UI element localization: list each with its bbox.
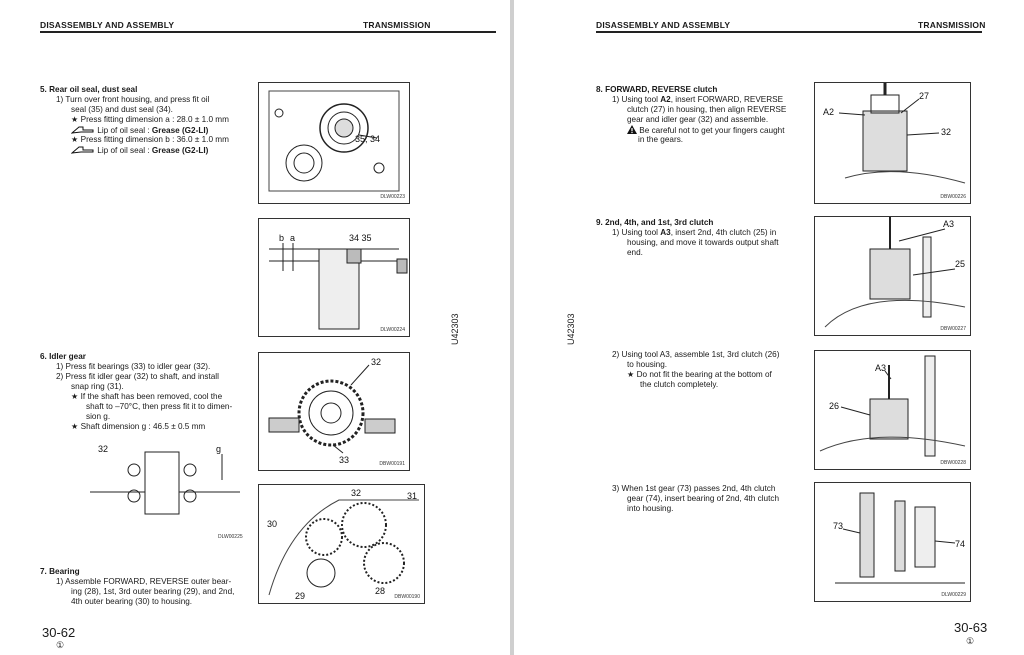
step-8-line: clutch (27) in housing, then align REVERSE — [627, 105, 787, 114]
grease-gun-icon — [71, 125, 95, 134]
figure-shaft-dimension — [90, 440, 243, 540]
step-5-line — [71, 145, 208, 156]
right-header-rule — [596, 31, 982, 33]
step-6-line: 2) Press fit idler gear (32) to shaft, and install — [56, 372, 219, 381]
revision-mark: ① — [56, 640, 65, 650]
step-8-line — [612, 95, 783, 105]
figure-code: DBW00191 — [379, 461, 405, 467]
step-7-line: 4th outer bearing (30) to housing. — [71, 597, 193, 606]
figure-label: A3 — [875, 363, 887, 373]
step-9-line — [612, 228, 776, 238]
figure-outer-bearings — [258, 484, 425, 604]
figure-label: 34 35 — [349, 233, 372, 243]
warning-icon — [627, 125, 637, 134]
step-6-line: 1) Press fit bearings (33) to idler gear (32). — [56, 362, 211, 371]
step-6-line: ★ If the shaft has been removed, cool the — [71, 392, 223, 401]
text-run: , insert FORWARD, REVERSE — [670, 95, 784, 104]
figure-label: 27 — [919, 91, 930, 101]
grease-spec: Grease (G2-LI) — [151, 126, 209, 135]
step-6-line: sion g. — [86, 412, 111, 421]
figure-label: 32 — [371, 357, 382, 367]
step-5-line: seal (35) and dust seal (34). — [71, 105, 173, 114]
figure-label: 32 — [351, 488, 362, 498]
step-7-line: ing (28), 1st, 3rd outer bearing (29), and 2nd, — [71, 587, 235, 596]
figure-label: 28 — [375, 586, 386, 596]
figure-gear-passing — [814, 482, 971, 602]
step-5-title: 5. Rear oil seal, dust seal — [40, 85, 138, 94]
tool-ref: A2 — [660, 95, 671, 104]
step-7-title: 7. Bearing — [40, 567, 80, 576]
figure-code: DLW00225 — [218, 534, 243, 540]
figure-idler-gear — [258, 352, 410, 471]
tool-ref: A3 — [660, 228, 671, 237]
step-8-line: in the gears. — [638, 135, 684, 144]
step-8-title: 8. FORWARD, REVERSE clutch — [596, 85, 718, 94]
step-9-line: to housing. — [627, 360, 668, 369]
figure-code: DLW00229 — [941, 592, 966, 598]
step-6-title: 6. Idler gear — [40, 352, 86, 361]
figure-label: 29 — [295, 591, 306, 601]
step-9-line: end. — [627, 248, 643, 257]
left-header-section: DISASSEMBLY AND ASSEMBLY — [40, 20, 175, 30]
text-run: 1) Using tool — [612, 228, 661, 237]
figure-label: 30 — [267, 519, 278, 529]
figure-label: a — [290, 233, 296, 243]
figure-seal-dimensions — [258, 218, 410, 337]
figure-2nd-4th-clutch — [814, 216, 971, 336]
step-5-line: ★ Press fitting dimension a : 28.0 ± 1.0 mm — [71, 115, 229, 124]
grease-spec: Grease (G2-LI) — [151, 146, 209, 155]
step-9-line: housing, and move it towards output shaft — [627, 238, 779, 247]
figure-code: DLW00223 — [380, 194, 405, 200]
figure-label: 25 — [955, 259, 966, 269]
figure-rear-oil-seal — [258, 82, 410, 204]
text-run: , insert 2nd, 4th clutch (25) in — [670, 228, 777, 237]
figure-1st-3rd-clutch — [814, 350, 971, 470]
figure-label: 31 — [407, 491, 418, 501]
warning-text: Be careful not to get your fingers caught — [639, 126, 785, 135]
step-6-line: snap ring (31). — [71, 382, 124, 391]
page-number: 30-63 — [954, 620, 988, 635]
grease-gun-icon — [71, 145, 95, 154]
step-9-line: 2) Using tool A3, assemble 1st, 3rd clutch (26) — [612, 350, 780, 359]
figure-code: DLW00224 — [380, 327, 405, 333]
step-8-line: gear and idler gear (32) and assemble. — [627, 115, 769, 124]
figure-label: A2 — [823, 107, 835, 117]
figure-code: DBW00228 — [940, 460, 966, 466]
right-header-chapter: TRANSMISSION — [918, 20, 986, 30]
figure-label: 74 — [955, 539, 966, 549]
step-9-title: 9. 2nd, 4th, and 1st, 3rd clutch — [596, 218, 714, 227]
left-page — [0, 0, 510, 655]
figure-label: 32 — [941, 127, 952, 137]
figure-label: 33 — [339, 455, 350, 465]
figure-label: A3 — [943, 219, 955, 229]
figure-label: 35, 34 — [355, 134, 381, 144]
revision-mark: ① — [966, 636, 975, 646]
figure-code: DBW00190 — [394, 594, 420, 600]
step-9-line: the clutch completely. — [640, 380, 719, 389]
step-5-line: 1) Turn over front housing, and press fit oil — [56, 95, 210, 104]
grease-label: Lip of oil seal : — [97, 126, 152, 135]
page-number: 30-62 — [42, 625, 76, 640]
grease-label: Lip of oil seal : — [97, 146, 152, 155]
left-header-rule — [40, 31, 496, 33]
step-6-line: shaft to –70°C, then press fit it to dimen- — [86, 402, 233, 411]
figure-label: g — [216, 444, 222, 454]
step-7-line: 1) Assemble FORWARD, REVERSE outer bear- — [56, 577, 232, 586]
figure-label: b — [279, 233, 285, 243]
figure-code: DBW00226 — [940, 194, 966, 200]
document-side-code: U42303 — [566, 313, 576, 345]
figure-label: 26 — [829, 401, 840, 411]
step-6-line: ★ Shaft dimension g : 46.5 ± 0.5 mm — [71, 422, 206, 431]
document-side-code: U42303 — [450, 313, 460, 345]
right-header-section: DISASSEMBLY AND ASSEMBLY — [596, 20, 731, 30]
step-9-line: into housing. — [627, 504, 674, 513]
figure-label: 73 — [833, 521, 844, 531]
step-9-line: ★ Do not fit the bearing at the bottom of — [627, 370, 772, 379]
figure-forward-reverse-clutch — [814, 82, 971, 204]
left-header-chapter: TRANSMISSION — [363, 20, 431, 30]
right-page — [514, 0, 1024, 655]
figure-label: 32 — [98, 444, 109, 454]
figure-code: DBW00227 — [940, 326, 966, 332]
step-9-line: 3) When 1st gear (73) passes 2nd, 4th clutch — [612, 484, 776, 493]
text-run: 1) Using tool — [612, 95, 661, 104]
step-9-line: gear (74), insert bearing of 2nd, 4th clutch — [627, 494, 780, 503]
step-5-line: ★ Press fitting dimension b : 36.0 ± 1.0 mm — [71, 135, 229, 144]
